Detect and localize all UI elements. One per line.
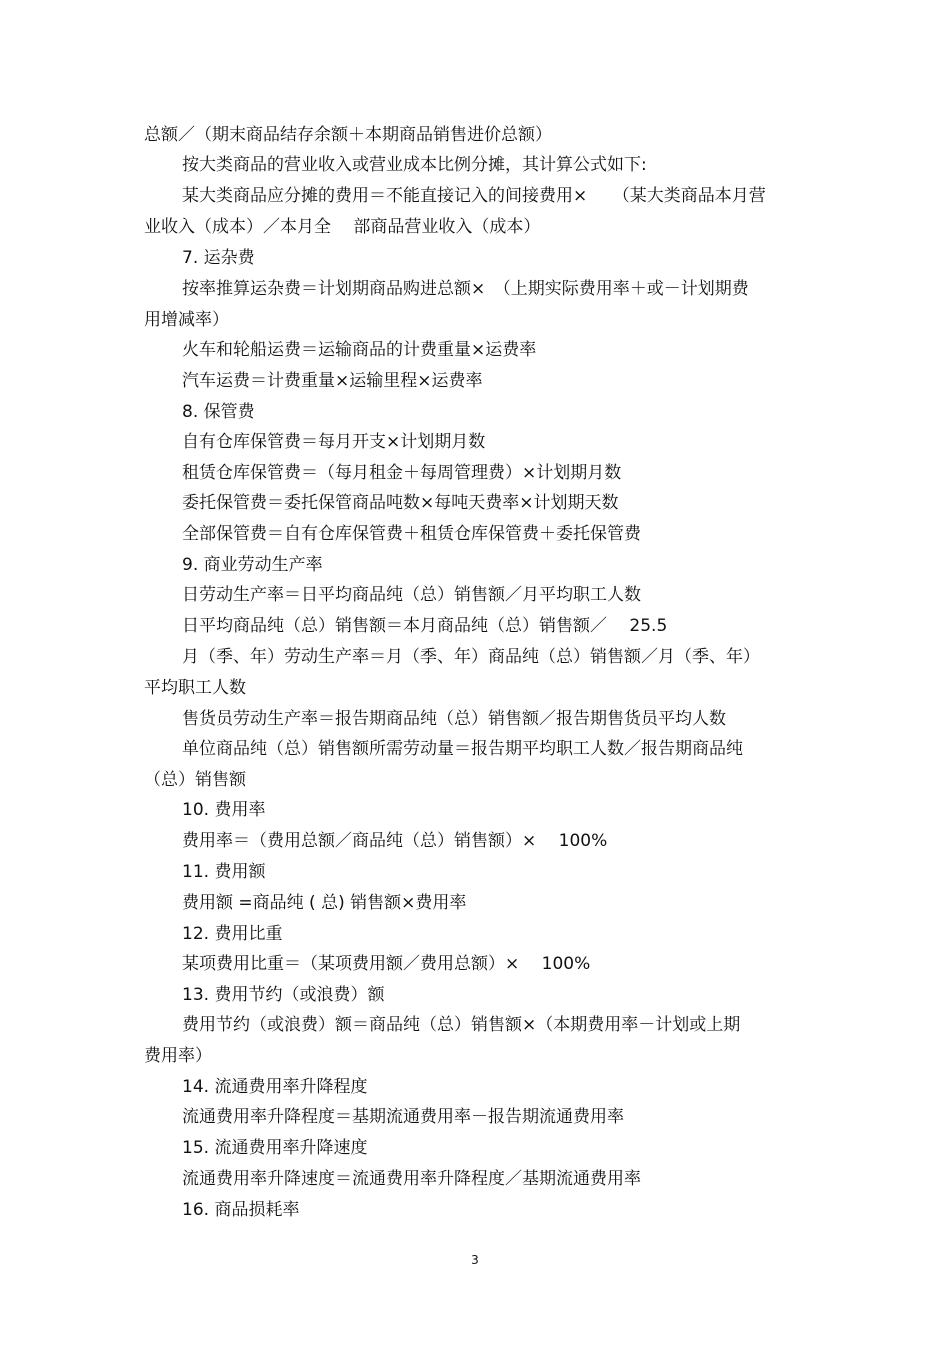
text-line: 售货员劳动生产率＝报告期商品纯（总）销售额／报告期售货员平均人数 [182,709,726,729]
section-heading: 12. 费用比重 [182,924,283,944]
text-line: 费用节约（或浪费）额＝商品纯（总）销售额×（本期费用率－计划或上期 [182,1015,741,1035]
text-line: 按大类商品的营业收入或营业成本比例分摊，其计算公式如下: [182,155,647,175]
text-line: （总）销售额 [144,770,246,790]
text-line: 某项费用比重＝（某项费用额／费用总额）× 100% [182,954,591,974]
text-line: 总额／（期末商品结存余额＋本期商品销售进价总额） [144,125,552,145]
text-line: 费用率＝（费用总额／商品纯（总）销售额）× 100% [182,831,608,851]
section-heading: 10. 费用率 [182,800,266,820]
section-heading: 15. 流通费用率升降速度 [182,1138,368,1158]
text-line: 用增减率） [144,310,229,330]
section-heading: 9. 商业劳动生产率 [182,555,323,575]
page-number: 3 [471,1253,479,1267]
section-heading: 14. 流通费用率升降程度 [182,1077,368,1097]
section-heading: 16. 商品损耗率 [182,1200,300,1220]
section-heading: 8. 保管费 [182,402,255,422]
text-line: 月（季、年）劳动生产率＝月（季、年）商品纯（总）销售额／月（季、年） [182,647,760,667]
section-heading: 11. 费用额 [182,862,266,882]
text-line: 费用额 =商品纯 ( 总) 销售额×费用率 [182,893,467,913]
text-line: 按率推算运杂费＝计划期商品购进总额× （上期实际费用率＋或－计划期费 [182,279,749,299]
section-heading: 7. 运杂费 [182,248,255,268]
text-line: 自有仓库保管费＝每月开支×计划期月数 [182,432,486,452]
text-line: 日劳动生产率＝日平均商品纯（总）销售额／月平均职工人数 [182,585,641,605]
text-line: 某大类商品应分摊的费用＝不能直接记入的间接费用× （某大类商品本月营 [182,186,766,206]
text-line: 业收入（成本）／本月全 部商品营业收入（成本） [144,217,541,237]
text-line: 汽车运费＝计费重量×运输里程×运费率 [182,371,483,391]
text-line: 流通费用率升降速度＝流通费用率升降程度／基期流通费用率 [182,1169,641,1189]
text-line: 委托保管费＝委托保管商品吨数×每吨天费率×计划期天数 [182,493,619,513]
text-line: 流通费用率升降程度＝基期流通费用率－报告期流通费用率 [182,1107,624,1127]
text-line: 单位商品纯（总）销售额所需劳动量＝报告期平均职工人数／报告期商品纯 [182,739,743,759]
text-line: 全部保管费＝自有仓库保管费＋租赁仓库保管费＋委托保管费 [182,524,641,544]
text-line: 日平均商品纯（总）销售额＝本月商品纯（总）销售额／ 25.5 [182,616,668,636]
text-line: 租赁仓库保管费＝（每月租金＋每周管理费）×计划期月数 [182,463,622,483]
text-line: 火车和轮船运费＝运输商品的计费重量×运费率 [182,340,537,360]
section-heading: 13. 费用节约（或浪费）额 [182,985,385,1005]
text-line: 费用率） [144,1046,212,1066]
text-line: 平均职工人数 [144,678,246,698]
